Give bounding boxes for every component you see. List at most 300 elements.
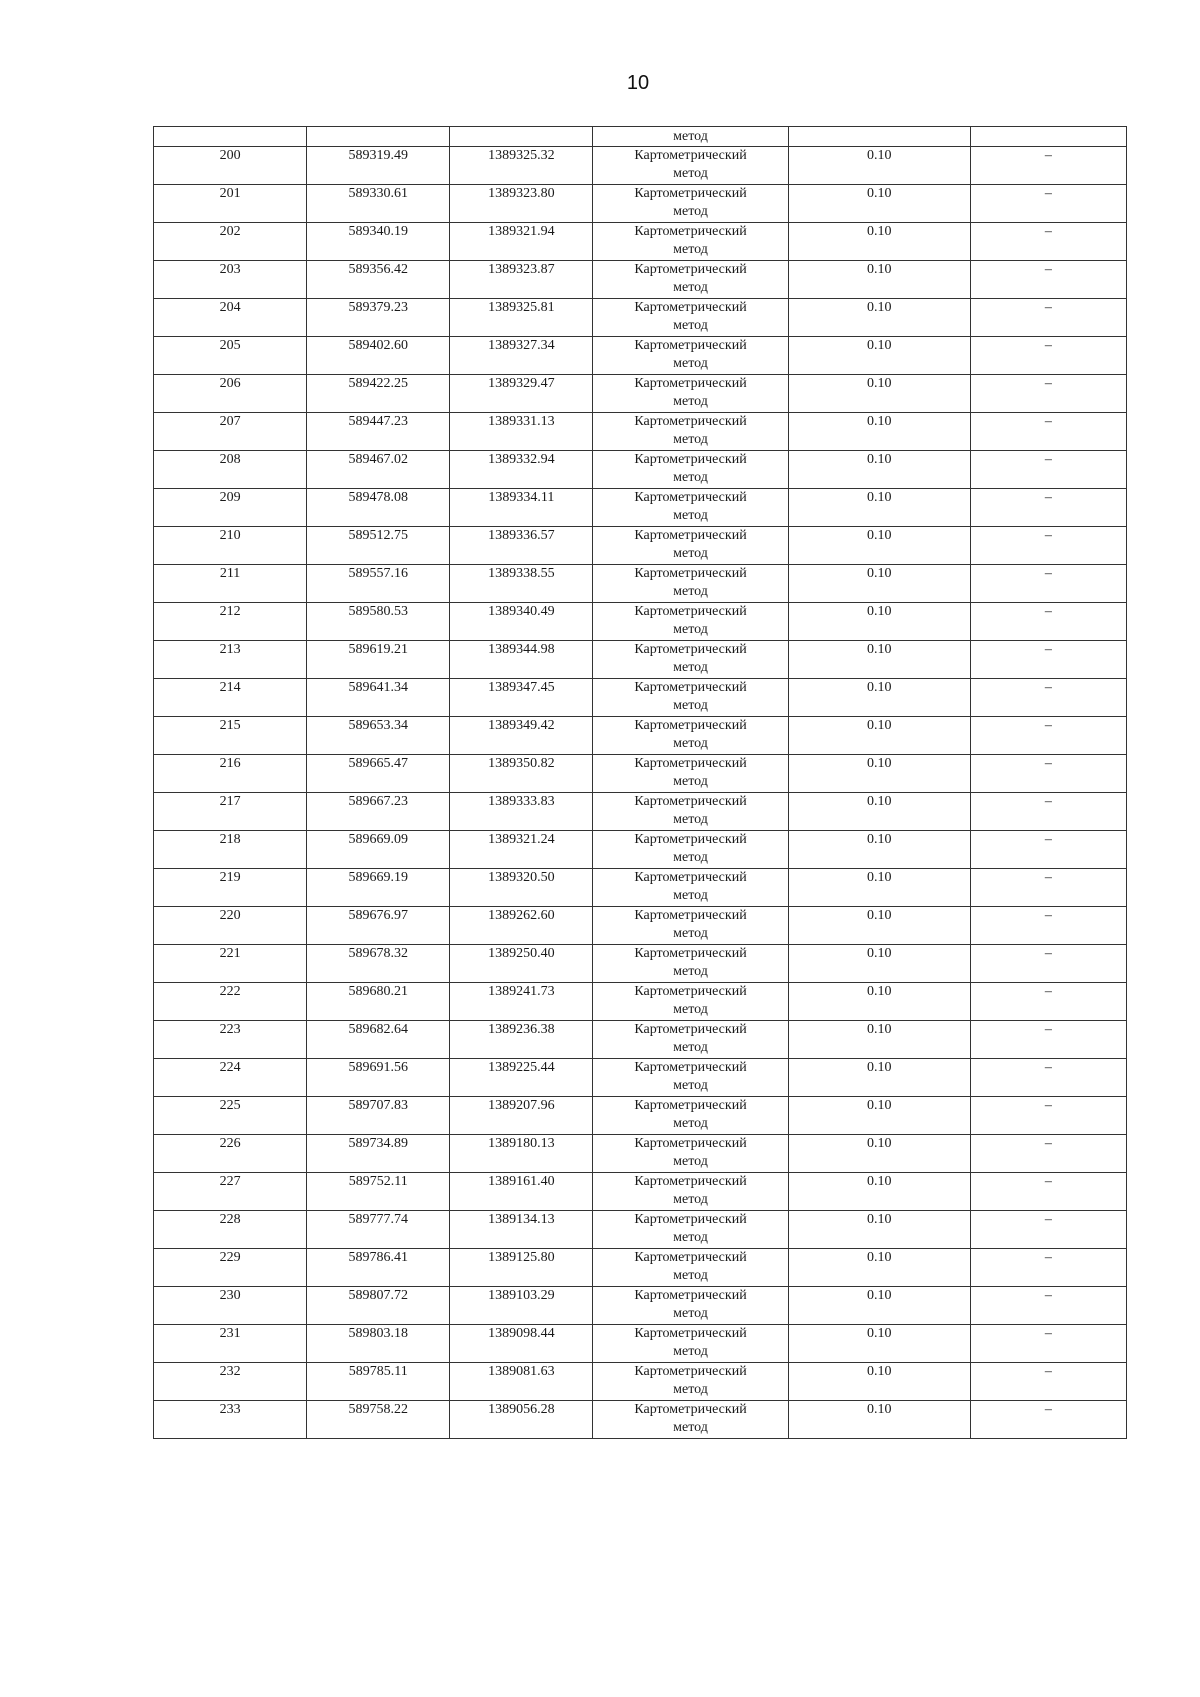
- cell-y: 1389344.98: [450, 641, 593, 679]
- cell-accuracy: 0.10: [788, 869, 970, 907]
- cell-method: [593, 1059, 788, 1097]
- cell-x: 589678.32: [307, 945, 450, 983]
- cell-y: 1389250.40: [450, 945, 593, 983]
- cell-note: –: [970, 1363, 1126, 1401]
- cell-number: 204: [154, 299, 307, 337]
- table-row: [154, 337, 1127, 375]
- cell-y: 1389241.73: [450, 983, 593, 1021]
- table-row: [154, 907, 1127, 945]
- method-line-1: Картометрический: [634, 528, 747, 543]
- cell-x: 589669.19: [307, 869, 450, 907]
- method-line-2: метод: [673, 432, 708, 447]
- table-row: [154, 717, 1127, 755]
- cell-x: 589447.23: [307, 413, 450, 451]
- method-line-2: метод: [673, 926, 708, 941]
- cell-x: 589653.34: [307, 717, 450, 755]
- cell-y: 1389349.42: [450, 717, 593, 755]
- cell-number: 219: [154, 869, 307, 907]
- method-line-2: метод: [673, 318, 708, 333]
- cell-note: –: [970, 1249, 1126, 1287]
- cell-number: 233: [154, 1401, 307, 1439]
- cell-method: [593, 1021, 788, 1059]
- cell-x: 589682.64: [307, 1021, 450, 1059]
- cell-accuracy: 0.10: [788, 1363, 970, 1401]
- cell-number: 223: [154, 1021, 307, 1059]
- cell-note: –: [970, 185, 1126, 223]
- method-line-2: метод: [673, 242, 708, 257]
- table-row: [154, 299, 1127, 337]
- cell-method: [593, 375, 788, 413]
- cell-x: 589330.61: [307, 185, 450, 223]
- method-line-2: метод: [673, 508, 708, 523]
- cell-accuracy: 0.10: [788, 527, 970, 565]
- cell-accuracy: 0.10: [788, 1021, 970, 1059]
- cell-number: 211: [154, 565, 307, 603]
- cell-note: –: [970, 793, 1126, 831]
- cell-number: 230: [154, 1287, 307, 1325]
- cell-x: 589580.53: [307, 603, 450, 641]
- table-row: [154, 451, 1127, 489]
- method-line-1: Картометрический: [634, 642, 747, 657]
- table-row: [154, 489, 1127, 527]
- cell-method: [593, 983, 788, 1021]
- cell-number: 212: [154, 603, 307, 641]
- cell-accuracy: 0.10: [788, 1325, 970, 1363]
- cell-note: –: [970, 869, 1126, 907]
- cell-x: 589734.89: [307, 1135, 450, 1173]
- cell-y: 1389332.94: [450, 451, 593, 489]
- cell-x: 589340.19: [307, 223, 450, 261]
- cell-note: –: [970, 261, 1126, 299]
- cell-number: 203: [154, 261, 307, 299]
- cell-accuracy: 0.10: [788, 717, 970, 755]
- coordinates-table-body: [154, 127, 1127, 1439]
- cell-method: [593, 1173, 788, 1211]
- method-line-1: Картометрический: [634, 376, 747, 391]
- cell-note: –: [970, 1287, 1126, 1325]
- cell-method: [593, 1363, 788, 1401]
- table-row: [154, 945, 1127, 983]
- method-line-2: метод: [673, 964, 708, 979]
- cell-number: 206: [154, 375, 307, 413]
- cell-method: [593, 451, 788, 489]
- cell-note: –: [970, 375, 1126, 413]
- method-line-2: метод: [673, 166, 708, 181]
- cell-y: [450, 127, 593, 147]
- table-row: [154, 375, 1127, 413]
- cell-y: 1389336.57: [450, 527, 593, 565]
- method-line-1: Картометрический: [634, 1098, 747, 1113]
- cell-y: 1389262.60: [450, 907, 593, 945]
- cell-y: 1389340.49: [450, 603, 593, 641]
- cell-accuracy: 0.10: [788, 907, 970, 945]
- method-line-1: Картометрический: [634, 1174, 747, 1189]
- cell-note: –: [970, 983, 1126, 1021]
- table-row: [154, 1363, 1127, 1401]
- method-line-2: метод: [673, 1040, 708, 1055]
- page-number: 10: [626, 72, 650, 94]
- table-row: [154, 1059, 1127, 1097]
- cell-x: 589467.02: [307, 451, 450, 489]
- cell-accuracy: 0.10: [788, 945, 970, 983]
- cell-x: 589512.75: [307, 527, 450, 565]
- table-row: [154, 527, 1127, 565]
- cell-note: –: [970, 1135, 1126, 1173]
- cell-accuracy: 0.10: [788, 603, 970, 641]
- method-line-2: метод: [673, 1306, 708, 1321]
- method-line-2: метод: [673, 660, 708, 675]
- cell-accuracy: 0.10: [788, 261, 970, 299]
- cell-number: 210: [154, 527, 307, 565]
- cell-y: 1389333.83: [450, 793, 593, 831]
- method-line-1: Картометрический: [634, 984, 747, 999]
- method-line-2: метод: [673, 812, 708, 827]
- method-line-2: метод: [673, 622, 708, 637]
- cell-number: 205: [154, 337, 307, 375]
- cell-method: [593, 1325, 788, 1363]
- cell-note: –: [970, 1211, 1126, 1249]
- cell-note: –: [970, 147, 1126, 185]
- table-row: [154, 603, 1127, 641]
- cell-method: [593, 337, 788, 375]
- cell-number: 208: [154, 451, 307, 489]
- cell-method: [593, 1401, 788, 1439]
- cell-number: 218: [154, 831, 307, 869]
- cell-note: –: [970, 945, 1126, 983]
- cell-x: 589319.49: [307, 147, 450, 185]
- cell-note: –: [970, 907, 1126, 945]
- cell-note: –: [970, 1059, 1126, 1097]
- cell-number: 222: [154, 983, 307, 1021]
- table-row: [154, 983, 1127, 1021]
- cell-method: [593, 261, 788, 299]
- cell-x: 589691.56: [307, 1059, 450, 1097]
- cell-note: –: [970, 755, 1126, 793]
- table-row: [154, 1287, 1127, 1325]
- table-row: [154, 1401, 1127, 1439]
- cell-accuracy: 0.10: [788, 565, 970, 603]
- cell-method: метод: [593, 127, 788, 147]
- cell-y: 1389321.24: [450, 831, 593, 869]
- cell-method: [593, 413, 788, 451]
- table-row: [154, 185, 1127, 223]
- cell-number: 229: [154, 1249, 307, 1287]
- method-line-2: метод: [673, 1268, 708, 1283]
- cell-y: 1389103.29: [450, 1287, 593, 1325]
- method-line-1: Картометрический: [634, 718, 747, 733]
- method-line-2: метод: [673, 1230, 708, 1245]
- cell-x: 589803.18: [307, 1325, 450, 1363]
- cell-x: 589707.83: [307, 1097, 450, 1135]
- cell-accuracy: 0.10: [788, 1135, 970, 1173]
- cell-y: 1389180.13: [450, 1135, 593, 1173]
- cell-method: [593, 641, 788, 679]
- cell-method: [593, 717, 788, 755]
- cell-note: –: [970, 489, 1126, 527]
- cell-note: –: [970, 1021, 1126, 1059]
- method-line-2: метод: [673, 1078, 708, 1093]
- cell-x: 589665.47: [307, 755, 450, 793]
- cell-accuracy: 0.10: [788, 185, 970, 223]
- cell-number: 201: [154, 185, 307, 223]
- cell-number: 217: [154, 793, 307, 831]
- cell-method: [593, 755, 788, 793]
- cell-note: –: [970, 679, 1126, 717]
- method-line-1: Картометрический: [634, 1136, 747, 1151]
- cell-y: 1389125.80: [450, 1249, 593, 1287]
- table-row: [154, 223, 1127, 261]
- cell-number: 226: [154, 1135, 307, 1173]
- method-line-2: метод: [673, 698, 708, 713]
- cell-method: [593, 1249, 788, 1287]
- table-row: [154, 1135, 1127, 1173]
- cell-y: 1389323.87: [450, 261, 593, 299]
- method-line-1: Картометрический: [634, 490, 747, 505]
- method-line-2: метод: [673, 850, 708, 865]
- method-line-1: Картометрический: [634, 870, 747, 885]
- cell-accuracy: 0.10: [788, 489, 970, 527]
- cell-note: –: [970, 337, 1126, 375]
- cell-number: 225: [154, 1097, 307, 1135]
- table-row: [154, 1211, 1127, 1249]
- cell-method: [593, 1287, 788, 1325]
- cell-method: [593, 223, 788, 261]
- cell-accuracy: 0.10: [788, 451, 970, 489]
- cell-method: [593, 869, 788, 907]
- cell-note: –: [970, 1097, 1126, 1135]
- table-row: [154, 793, 1127, 831]
- cell-y: 1389225.44: [450, 1059, 593, 1097]
- method-line-1: Картометрический: [634, 1402, 747, 1417]
- table-row: [154, 1097, 1127, 1135]
- cell-number: 220: [154, 907, 307, 945]
- cell-note: –: [970, 1401, 1126, 1439]
- cell-note: –: [970, 413, 1126, 451]
- cell-method: [593, 1211, 788, 1249]
- cell-accuracy: 0.10: [788, 1173, 970, 1211]
- table-row: [154, 1021, 1127, 1059]
- cell-number: 200: [154, 147, 307, 185]
- table-row: [154, 1325, 1127, 1363]
- method-line-1: Картометрический: [634, 452, 747, 467]
- cell-note: –: [970, 451, 1126, 489]
- cell-y: 1389334.11: [450, 489, 593, 527]
- cell-number: 231: [154, 1325, 307, 1363]
- cell-number: 215: [154, 717, 307, 755]
- method-line-1: Картометрический: [634, 604, 747, 619]
- cell-accuracy: 0.10: [788, 831, 970, 869]
- cell-number: 213: [154, 641, 307, 679]
- cell-y: 1389350.82: [450, 755, 593, 793]
- cell-y: 1389321.94: [450, 223, 593, 261]
- cell-note: –: [970, 223, 1126, 261]
- cell-x: 589752.11: [307, 1173, 450, 1211]
- method-line-2: метод: [673, 1154, 708, 1169]
- cell-note: –: [970, 1173, 1126, 1211]
- method-line-2: метод: [673, 280, 708, 295]
- cell-accuracy: [788, 127, 970, 147]
- cell-x: 589667.23: [307, 793, 450, 831]
- cell-x: 589478.08: [307, 489, 450, 527]
- cell-y: 1389320.50: [450, 869, 593, 907]
- cell-x: 589356.42: [307, 261, 450, 299]
- method-line-1: Картометрический: [634, 1060, 747, 1075]
- cell-note: –: [970, 831, 1126, 869]
- method-line-1: Картометрический: [634, 832, 747, 847]
- cell-x: [307, 127, 450, 147]
- method-line-1: Картометрический: [634, 946, 747, 961]
- cell-note: –: [970, 603, 1126, 641]
- cell-number: 216: [154, 755, 307, 793]
- method-line-1: Картометрический: [634, 566, 747, 581]
- table-row: [154, 565, 1127, 603]
- method-line-2: метод: [673, 546, 708, 561]
- cell-note: –: [970, 1325, 1126, 1363]
- cell-x: 589680.21: [307, 983, 450, 1021]
- table-row: [154, 831, 1127, 869]
- method-line-1: Картометрический: [634, 908, 747, 923]
- cell-method: [593, 185, 788, 223]
- method-line-2: метод: [673, 1002, 708, 1017]
- cell-x: 589669.09: [307, 831, 450, 869]
- cell-accuracy: 0.10: [788, 641, 970, 679]
- method-line-1: Картометрический: [634, 338, 747, 353]
- cell-method: [593, 831, 788, 869]
- cell-y: 1389329.47: [450, 375, 593, 413]
- cell-method: [593, 945, 788, 983]
- table-row: [154, 413, 1127, 451]
- method-line-2: метод: [673, 1116, 708, 1131]
- continuation-row: [154, 127, 1127, 147]
- cell-y: 1389347.45: [450, 679, 593, 717]
- cell-accuracy: 0.10: [788, 1287, 970, 1325]
- cell-accuracy: 0.10: [788, 223, 970, 261]
- cell-accuracy: 0.10: [788, 299, 970, 337]
- cell-method: [593, 299, 788, 337]
- method-line-1: Картометрический: [634, 1212, 747, 1227]
- table-row: [154, 755, 1127, 793]
- cell-number: 228: [154, 1211, 307, 1249]
- cell-method: [593, 489, 788, 527]
- method-line-2: метод: [673, 774, 708, 789]
- cell-x: 589807.72: [307, 1287, 450, 1325]
- method-line-1: Картометрический: [634, 262, 747, 277]
- method-line-1: Картометрический: [634, 680, 747, 695]
- table-row: [154, 147, 1127, 185]
- method-line-1: Картометрический: [634, 414, 747, 429]
- cell-x: 589786.41: [307, 1249, 450, 1287]
- table-row: [154, 261, 1127, 299]
- cell-number: 232: [154, 1363, 307, 1401]
- cell-x: 589641.34: [307, 679, 450, 717]
- method-line-1: Картометрический: [634, 794, 747, 809]
- cell-y: 1389331.13: [450, 413, 593, 451]
- cell-method: [593, 603, 788, 641]
- cell-method: [593, 147, 788, 185]
- method-line-1: Картометрический: [634, 1364, 747, 1379]
- cell-y: 1389056.28: [450, 1401, 593, 1439]
- cell-number: 221: [154, 945, 307, 983]
- method-line-2: метод: [673, 394, 708, 409]
- cell-number: 214: [154, 679, 307, 717]
- table-row: [154, 869, 1127, 907]
- cell-accuracy: 0.10: [788, 983, 970, 1021]
- cell-accuracy: 0.10: [788, 147, 970, 185]
- cell-method: [593, 1135, 788, 1173]
- cell-y: 1389081.63: [450, 1363, 593, 1401]
- cell-y: 1389338.55: [450, 565, 593, 603]
- cell-note: [970, 127, 1126, 147]
- cell-note: –: [970, 717, 1126, 755]
- cell-number: 209: [154, 489, 307, 527]
- table-row: [154, 641, 1127, 679]
- cell-number: 207: [154, 413, 307, 451]
- method-line-2: метод: [673, 584, 708, 599]
- method-line-2: метод: [673, 470, 708, 485]
- method-line-2: метод: [673, 736, 708, 751]
- cell-note: –: [970, 641, 1126, 679]
- cell-number: 224: [154, 1059, 307, 1097]
- cell-number: 202: [154, 223, 307, 261]
- cell-y: 1389236.38: [450, 1021, 593, 1059]
- cell-method: [593, 907, 788, 945]
- cell-accuracy: 0.10: [788, 793, 970, 831]
- cell-method: [593, 679, 788, 717]
- cell-x: 589777.74: [307, 1211, 450, 1249]
- method-line-1: Картометрический: [634, 1288, 747, 1303]
- method-line-2: метод: [673, 1420, 708, 1435]
- cell-y: 1389207.96: [450, 1097, 593, 1135]
- cell-accuracy: 0.10: [788, 1249, 970, 1287]
- method-line-1: Картометрический: [634, 1250, 747, 1265]
- cell-x: 589402.60: [307, 337, 450, 375]
- cell-number: [154, 127, 307, 147]
- method-line-2: метод: [673, 204, 708, 219]
- method-line-2: метод: [673, 1382, 708, 1397]
- cell-accuracy: 0.10: [788, 1401, 970, 1439]
- cell-x: 589619.21: [307, 641, 450, 679]
- cell-y: 1389134.13: [450, 1211, 593, 1249]
- method-line-1: Картометрический: [634, 1022, 747, 1037]
- table-row: [154, 1173, 1127, 1211]
- method-line-1: Картометрический: [634, 1326, 747, 1341]
- cell-note: –: [970, 299, 1126, 337]
- method-line-1: Картометрический: [634, 148, 747, 163]
- cell-method: [593, 565, 788, 603]
- cell-accuracy: 0.10: [788, 1211, 970, 1249]
- cell-accuracy: 0.10: [788, 413, 970, 451]
- method-line-1: Картометрический: [634, 224, 747, 239]
- cell-x: 589379.23: [307, 299, 450, 337]
- cell-x: 589676.97: [307, 907, 450, 945]
- cell-accuracy: 0.10: [788, 1097, 970, 1135]
- table-row: [154, 1249, 1127, 1287]
- method-line-2: метод: [673, 1192, 708, 1207]
- method-line-2: метод: [673, 888, 708, 903]
- cell-y: 1389325.81: [450, 299, 593, 337]
- cell-y: 1389098.44: [450, 1325, 593, 1363]
- method-line-2: метод: [673, 1344, 708, 1359]
- cell-accuracy: 0.10: [788, 679, 970, 717]
- cell-method: [593, 1097, 788, 1135]
- coordinates-table: [153, 126, 1127, 1439]
- cell-note: –: [970, 565, 1126, 603]
- cell-y: 1389327.34: [450, 337, 593, 375]
- cell-x: 589557.16: [307, 565, 450, 603]
- cell-method: [593, 793, 788, 831]
- cell-y: 1389323.80: [450, 185, 593, 223]
- table-row: [154, 679, 1127, 717]
